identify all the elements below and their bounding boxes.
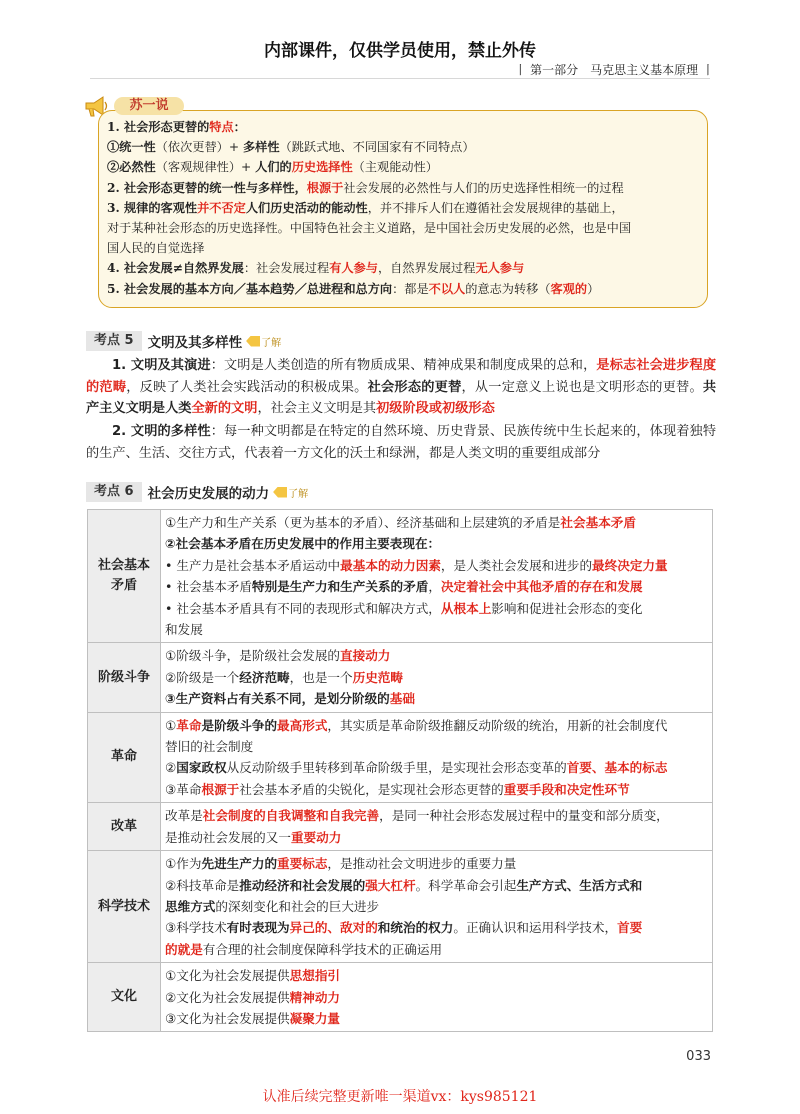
row-label: 革命	[88, 712, 161, 803]
section-title: 社会历史发展的动力	[147, 486, 270, 502]
tips-line: 5. 社会发展的基本方向／基本趋势／总进程和总方向：都是不以人的意志为转移（客观的）	[107, 281, 600, 296]
understand-badge: 了解	[273, 485, 308, 500]
row-label: 改革	[88, 803, 161, 851]
row-content: ①文化为社会发展提供思想指引 ②文化为社会发展提供精神动力 ③文化为社会发展提供凝聚力量	[161, 963, 713, 1032]
row-content: ①作为先进生产力的重要标志，是推动社会文明进步的重要力量 ②科技革命是推动经济和社会发展的强大杠杆。科学革命会引起生产方式、生活方式和 思维方式的深刻变化和社会的巨大进步 ③科学技术有时表现为异己的、敌对的和统治的权力。正确认识和运用科学技术，首要 的就是有合理的社会制度保障科学技术的正确运用	[161, 851, 713, 963]
row-label: 科学技术	[88, 851, 161, 963]
tips-line: 3. 规律的客观性并不否定人们历史活动的能动性，并不排斥人们在遵循社会发展规律的基础上，	[107, 200, 624, 215]
pen-icon	[273, 487, 287, 498]
section-title: 文明及其多样性	[147, 335, 243, 351]
table-row	[88, 712, 713, 803]
header-divider	[90, 78, 710, 79]
tips-line: ②必然性（客观规律性）+ 人们的历史选择性（主观能动性）	[107, 160, 438, 175]
table-row	[88, 803, 713, 851]
row-label: 阶级斗争	[88, 643, 161, 712]
tips-line: 国人民的自觉选择	[107, 241, 205, 256]
tips-line: 对于某种社会形态的历史选择性。中国特色社会主义道路，是中国社会历史发展的必然，也是中国	[107, 221, 632, 236]
table-row	[88, 510, 713, 643]
tips-line: 2. 社会形态更替的统一性与多样性，根源于社会发展的必然性与人们的历史选择性相统一的过程	[107, 180, 624, 195]
table-row	[88, 643, 713, 712]
tips-line: 1. 社会形态更替的特点：	[107, 120, 246, 134]
tips-box	[98, 110, 708, 308]
row-content: ①生产力和生产关系（更为基本的矛盾）、经济基础和上层建筑的矛盾是社会基本矛盾 ②社会基本矛盾在历史发展中的作用主要表现在： • 生产力是社会基本矛盾运动中最基本的动力因素，是人类社会发展和进步的最终决定力量 • 社会基本矛盾特别是生产力和生产关系的矛盾，决定着社会中其他矛盾的存在和发展 • 社会基本矛盾具有不同的表现形式和解决方式，从根本上影响和促进社会形态的变化 和发展	[161, 510, 713, 643]
row-content: ①阶级斗争，是阶级社会发展的直接动力 ②阶级是一个经济范畴，也是一个历史范畴 ③生产资料占有关系不同，是划分阶级的基础	[161, 643, 713, 712]
section-tag: 考点 6	[86, 482, 142, 502]
tips-label: 苏一说	[114, 97, 184, 115]
section-6-heading	[86, 481, 308, 503]
tips-line: 4. 社会发展≠自然界发展：社会发展过程有人参与，自然界发展过程无人参与	[107, 261, 525, 276]
row-content: 改革是社会制度的自我调整和自我完善，是同一种社会形态发展过程中的量变和部分质变， 是推动社会发展的又一重要动力	[161, 803, 713, 851]
tips-line: ①统一性（依次更替）+ 多样性（跳跃式地、不同国家有不同特点）	[107, 140, 475, 155]
section-5-heading	[86, 330, 281, 352]
section-tag: 考点 5	[86, 331, 142, 351]
civilization-paragraph: 1. 文明及其演进：文明是人类创造的所有物质成果、精神成果和制度成果的总和，是标志社会进步程度的范畴，反映了人类社会实践活动的积极成果。社会形态的更替，从一定意义上说也是文明形态的更替。共产主义文明是人类全新的文明，社会主义文明是其初级阶段或初级形态	[86, 358, 717, 417]
understand-badge: 了解	[246, 334, 281, 349]
page-number: 033	[686, 1049, 711, 1064]
diversity-paragraph: 2. 文明的多样性：每一种文明都是在特定的自然环境、历史背景、民族传统中生长起来的，体现着独特的生产、生活、交往方式，代表着一方文化的沃土和绿洲，都是人类文明的重要组成部分	[86, 424, 717, 461]
pen-icon	[246, 336, 260, 347]
row-content: ①革命是阶级斗争的最高形式，其实质是革命阶级推翻反动阶级的统治，用新的社会制度代 替旧的社会制度 ②国家政权从反动阶级手里转移到革命阶级手里，是实现社会形态变革的首要、基本的标志 ③革命根源于社会基本矛盾的尖锐化，是实现社会形态更替的重要手段和决定性环节	[161, 712, 713, 803]
driving-forces-table	[87, 509, 713, 1032]
table-row	[88, 963, 713, 1032]
part-label: 丨 第一部分 马克思主义基本原理 丨	[514, 63, 714, 77]
page-header-title: 内部课件，仅供学员使用，禁止外传	[264, 41, 536, 61]
row-label: 社会基本 矛盾	[88, 510, 161, 643]
table-row	[88, 851, 713, 963]
footer-note: 认准后续完整更新唯一渠道vx：kys985121	[262, 1089, 538, 1105]
row-label: 文化	[88, 963, 161, 1032]
